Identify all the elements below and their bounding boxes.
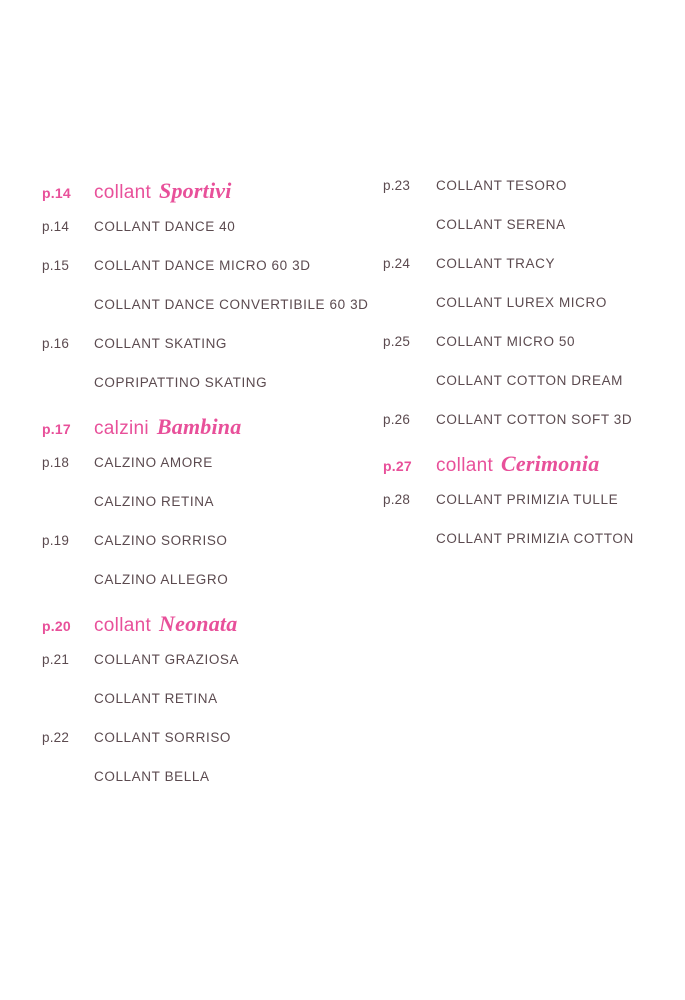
toc-section-page-number: p.14 xyxy=(42,185,71,201)
toc-section-title xyxy=(436,451,599,477)
toc-item-page-number: p.22 xyxy=(42,730,70,745)
toc-item-row[interactable] xyxy=(42,652,340,691)
toc-item-row[interactable] xyxy=(42,691,340,730)
right-column xyxy=(340,178,685,570)
toc-item-row[interactable] xyxy=(42,219,340,258)
toc-item-row[interactable] xyxy=(42,375,340,414)
toc-item-page-number: p.18 xyxy=(42,455,70,470)
toc-section-page-number: p.17 xyxy=(42,421,71,437)
toc-item-row[interactable] xyxy=(42,297,369,336)
toc-section-page-number: p.27 xyxy=(383,458,412,474)
toc-item-row[interactable] xyxy=(42,336,340,375)
toc-item-title: COLLANT SERENA xyxy=(436,217,566,232)
toc-item-title: COLLANT DANCE 40 xyxy=(94,219,236,234)
toc-section-row[interactable] xyxy=(383,451,685,492)
toc-item-row[interactable] xyxy=(383,531,685,570)
toc-item-title: COLLANT PRIMIZIA TULLE xyxy=(436,492,619,507)
toc-item-row[interactable] xyxy=(383,492,685,531)
toc-item-row[interactable] xyxy=(42,769,340,808)
toc-section-page-number: p.20 xyxy=(42,618,71,634)
toc-section-name: Sportivi xyxy=(159,178,232,203)
toc-section-category: collant xyxy=(94,615,152,636)
toc-section-row[interactable] xyxy=(42,414,340,455)
toc-item-row[interactable] xyxy=(383,295,685,334)
toc-item-title: COLLANT GRAZIOSA xyxy=(94,652,240,667)
toc-item-title: COLLANT MICRO 50 xyxy=(436,334,576,349)
toc-item-row[interactable] xyxy=(42,572,340,611)
toc-item-row[interactable] xyxy=(383,412,685,451)
toc-item-page-number: p.21 xyxy=(42,652,70,667)
toc-item-title: COLLANT LUREX MICRO xyxy=(436,295,607,310)
toc-item-row[interactable] xyxy=(42,494,340,533)
toc-item-title: COLLANT COTTON SOFT 3D xyxy=(436,412,633,427)
toc-section-category: collant xyxy=(94,182,152,203)
toc-item-title: COLLANT SKATING xyxy=(94,336,228,351)
toc-item-title: COLLANT RETINA xyxy=(94,691,218,706)
toc-item-row[interactable] xyxy=(42,533,340,572)
toc-item-row[interactable] xyxy=(42,258,340,297)
toc-item-page-number: p.24 xyxy=(383,256,411,271)
toc-section-row[interactable] xyxy=(42,178,340,219)
toc-item-title: CALZINO SORRISO xyxy=(94,533,228,548)
toc-item-page-number: p.23 xyxy=(383,178,411,193)
toc-item-title: COLLANT PRIMIZIA COTTON xyxy=(436,531,634,546)
toc-item-page-number: p.16 xyxy=(42,336,70,351)
toc-item-page-number: p.28 xyxy=(383,492,411,507)
toc-section-title xyxy=(94,611,237,637)
toc-section-category: calzini xyxy=(94,418,149,439)
toc-section-name: Neonata xyxy=(159,611,238,636)
toc-section-name: Cerimonia xyxy=(501,451,600,476)
toc-item-page-number: p.15 xyxy=(42,258,70,273)
toc-columns xyxy=(0,178,685,808)
toc-item-page-number: p.25 xyxy=(383,334,411,349)
toc-item-title: CALZINO RETINA xyxy=(94,494,215,509)
toc-item-title: COLLANT DANCE MICRO 60 3D xyxy=(94,258,311,273)
toc-item-page-number: p.19 xyxy=(42,533,70,548)
toc-section-row[interactable] xyxy=(42,611,340,652)
toc-item-row[interactable] xyxy=(383,373,685,412)
toc-item-row[interactable] xyxy=(383,256,685,295)
toc-item-row[interactable] xyxy=(383,334,685,373)
toc-item-title: COPRIPATTINO SKATING xyxy=(94,375,268,390)
toc-item-title: COLLANT COTTON DREAM xyxy=(436,373,624,388)
toc-item-title: CALZINO ALLEGRO xyxy=(94,572,229,587)
toc-item-row[interactable] xyxy=(42,730,340,769)
toc-section-name: Bambina xyxy=(156,414,242,439)
toc-section-category: collant xyxy=(436,455,494,476)
toc-section-title xyxy=(94,178,232,204)
toc-item-title: COLLANT TESORO xyxy=(436,178,567,193)
toc-item-row[interactable] xyxy=(42,455,340,494)
toc-item-title: COLLANT TRACY xyxy=(436,256,556,271)
toc-item-title: CALZINO AMORE xyxy=(94,455,213,470)
toc-item-row[interactable] xyxy=(383,217,685,256)
toc-item-title: COLLANT SORRISO xyxy=(94,730,232,745)
toc-item-title: COLLANT BELLA xyxy=(94,769,210,784)
toc-section-title xyxy=(94,414,241,440)
toc-item-page-number: p.14 xyxy=(42,219,70,234)
left-column xyxy=(0,178,369,808)
toc-item-title: COLLANT DANCE CONVERTIBILE 60 3D xyxy=(94,297,369,312)
toc-item-page-number: p.26 xyxy=(383,412,411,427)
toc-item-row[interactable] xyxy=(383,178,685,217)
